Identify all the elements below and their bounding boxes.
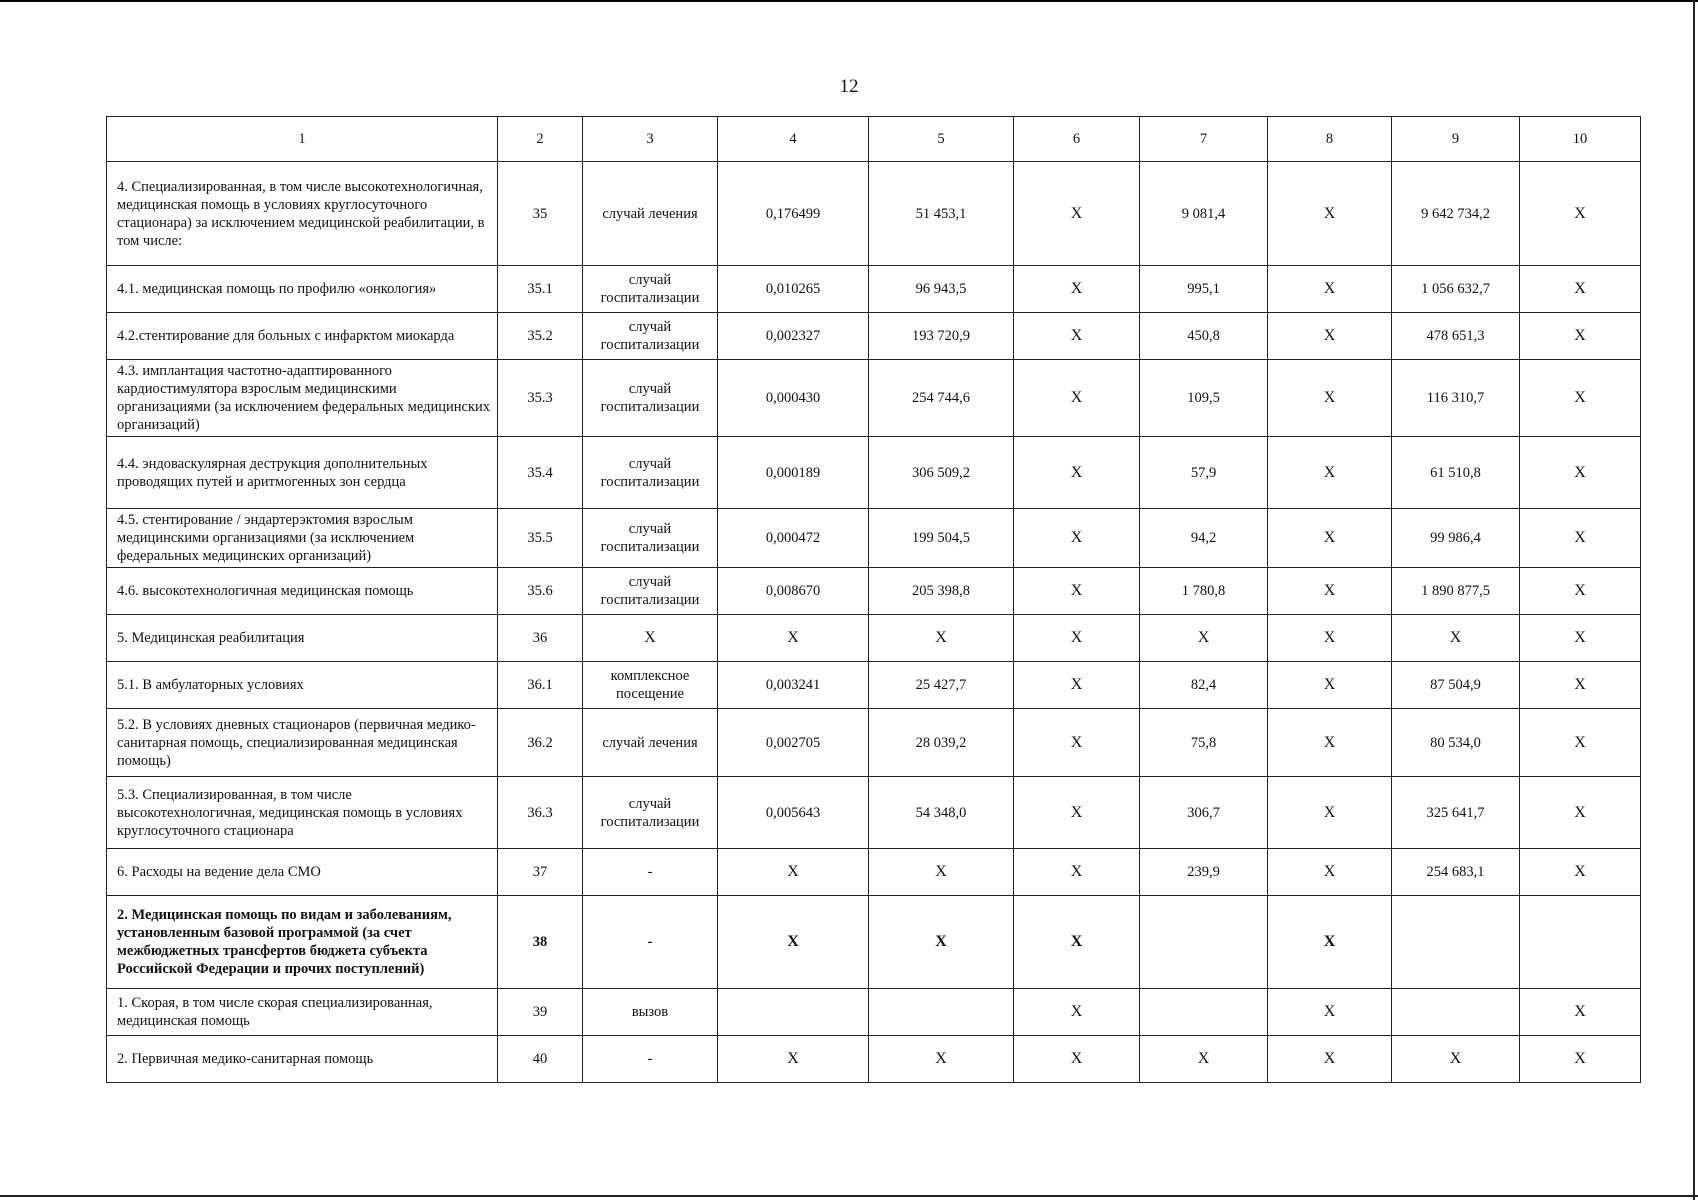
cell-col5 [869,989,1014,1036]
column-header: 1 [107,117,498,162]
cell-col6: X [1014,313,1140,360]
row-name: 5.2. В условиях дневных стационаров (первичная медико-санитарная помощь, специализированная медицинская помощь) [107,709,498,777]
table-row [107,849,1641,896]
row-number: 36.3 [498,777,583,849]
table-row [107,360,1641,437]
cell-col8: X [1268,509,1392,568]
cell-col5: 205 398,8 [869,568,1014,615]
table-row [107,266,1641,313]
cell-col9: X [1392,1036,1520,1083]
table-row [107,615,1641,662]
column-header: 5 [869,117,1014,162]
column-header: 8 [1268,117,1392,162]
row-unit: случай госпитализации [583,777,718,849]
cell-col4: 0,002705 [718,709,869,777]
cell-col5: 193 720,9 [869,313,1014,360]
row-number: 35.5 [498,509,583,568]
cell-col10: X [1520,162,1641,266]
column-header: 7 [1140,117,1268,162]
row-name: 4.4. эндоваскулярная деструкция дополнительных проводящих путей и аритмогенных зон сердца [107,437,498,509]
cell-col7: X [1140,615,1268,662]
table-row [107,568,1641,615]
cell-col6: X [1014,1036,1140,1083]
cell-col7: 57,9 [1140,437,1268,509]
cell-col5: X [869,1036,1014,1083]
cell-col6: X [1014,266,1140,313]
cell-col10: X [1520,313,1641,360]
cell-col6: X [1014,662,1140,709]
cell-col9 [1392,896,1520,989]
cell-col8: X [1268,1036,1392,1083]
cell-col4: X [718,896,869,989]
cell-col7: 75,8 [1140,709,1268,777]
table-row [107,662,1641,709]
cell-col9: 80 534,0 [1392,709,1520,777]
page-bottom-border [0,1195,1698,1197]
cell-col8: X [1268,266,1392,313]
cell-col7: X [1140,1036,1268,1083]
row-name: 4.5. стентирование / эндартерэктомия взрослым медицинскими организациями (за исключением федеральных медицинских организаций) [107,509,498,568]
cell-col5: 25 427,7 [869,662,1014,709]
row-name: 6. Расходы на ведение дела СМО [107,849,498,896]
cell-col7: 450,8 [1140,313,1268,360]
cell-col8: X [1268,662,1392,709]
cell-col5: 199 504,5 [869,509,1014,568]
row-unit: X [583,615,718,662]
column-header: 2 [498,117,583,162]
cell-col9: 1 890 877,5 [1392,568,1520,615]
cell-col9: 116 310,7 [1392,360,1520,437]
row-unit: случай госпитализации [583,313,718,360]
cell-col4: 0,176499 [718,162,869,266]
cell-col6: X [1014,709,1140,777]
cell-col9: 254 683,1 [1392,849,1520,896]
cell-col5: X [869,849,1014,896]
cell-col6: X [1014,989,1140,1036]
row-unit: комплексное посещение [583,662,718,709]
table-row [107,1036,1641,1083]
row-number: 37 [498,849,583,896]
cell-col6: X [1014,568,1140,615]
cell-col4: X [718,1036,869,1083]
cell-col6: X [1014,896,1140,989]
cell-col7: 995,1 [1140,266,1268,313]
page-top-border [0,0,1698,2]
row-number: 36 [498,615,583,662]
row-unit: - [583,849,718,896]
cell-col5: 51 453,1 [869,162,1014,266]
cell-col9: 87 504,9 [1392,662,1520,709]
row-number: 36.2 [498,709,583,777]
cell-col8: X [1268,615,1392,662]
row-name: 4. Специализированная, в том числе высокотехнологичная, медицинская помощь в условиях круглосуточного стационара) за исключением медицинской реабилитации, в том числе: [107,162,498,266]
data-table [106,116,1641,1083]
row-number: 40 [498,1036,583,1083]
row-number: 35 [498,162,583,266]
row-unit: случай госпитализации [583,266,718,313]
column-header: 3 [583,117,718,162]
cell-col7: 82,4 [1140,662,1268,709]
cell-col7: 239,9 [1140,849,1268,896]
cell-col10: X [1520,777,1641,849]
row-name: 1. Скорая, в том числе скорая специализированная, медицинская помощь [107,989,498,1036]
column-header: 6 [1014,117,1140,162]
cell-col10: X [1520,568,1641,615]
cell-col4: 0,002327 [718,313,869,360]
cell-col10: X [1520,615,1641,662]
cell-col10 [1520,896,1641,989]
cell-col5: 254 744,6 [869,360,1014,437]
table-row [107,709,1641,777]
row-unit: случай госпитализации [583,437,718,509]
cell-col9: 1 056 632,7 [1392,266,1520,313]
row-name: 4.2.стентирование для больных с инфарктом миокарда [107,313,498,360]
row-unit: случай госпитализации [583,509,718,568]
table-row [107,509,1641,568]
cell-col8: X [1268,360,1392,437]
row-unit: случай лечения [583,162,718,266]
cell-col9: 325 641,7 [1392,777,1520,849]
cell-col7: 306,7 [1140,777,1268,849]
row-unit: случай госпитализации [583,568,718,615]
row-name: 4.3. имплантация частотно-адаптированного кардиостимулятора взрослым медицинскими организациями (за исключением федеральных медицинских организаций) [107,360,498,437]
table-header-row [107,117,1641,162]
row-unit: - [583,1036,718,1083]
cell-col5: 28 039,2 [869,709,1014,777]
cell-col8: X [1268,162,1392,266]
cell-col4: 0,005643 [718,777,869,849]
cell-col7 [1140,896,1268,989]
cell-col8: X [1268,568,1392,615]
row-unit: - [583,896,718,989]
cell-col10: X [1520,437,1641,509]
cell-col8: X [1268,777,1392,849]
cell-col4: 0,000472 [718,509,869,568]
row-number: 35.6 [498,568,583,615]
row-unit: вызов [583,989,718,1036]
row-number: 35.2 [498,313,583,360]
table-row [107,162,1641,266]
cell-col8: X [1268,313,1392,360]
cell-col10: X [1520,849,1641,896]
cell-col5: X [869,615,1014,662]
cell-col7: 9 081,4 [1140,162,1268,266]
cell-col10: X [1520,662,1641,709]
cell-col9: 61 510,8 [1392,437,1520,509]
table-row [107,777,1641,849]
cell-col4: X [718,849,869,896]
cell-col5: 96 943,5 [869,266,1014,313]
row-unit: случай госпитализации [583,360,718,437]
cell-col9: 478 651,3 [1392,313,1520,360]
cell-col4: 0,000189 [718,437,869,509]
cell-col7: 94,2 [1140,509,1268,568]
page-number: 12 [839,76,859,97]
row-unit: случай лечения [583,709,718,777]
row-name: 5.3. Специализированная, в том числе высокотехнологичная, медицинская помощь в условиях круглосуточного стационара [107,777,498,849]
cell-col4: 0,000430 [718,360,869,437]
cell-col4: 0,003241 [718,662,869,709]
table-row [107,989,1641,1036]
cell-col5: 306 509,2 [869,437,1014,509]
table-row [107,313,1641,360]
cell-col8: X [1268,849,1392,896]
cell-col6: X [1014,615,1140,662]
cell-col10: X [1520,989,1641,1036]
table-row [107,437,1641,509]
cell-col4: 0,010265 [718,266,869,313]
cell-col10: X [1520,266,1641,313]
page-right-border [1693,0,1695,1200]
cell-col6: X [1014,777,1140,849]
cell-col4: 0,008670 [718,568,869,615]
row-number: 39 [498,989,583,1036]
cell-col6: X [1014,509,1140,568]
cell-col4: X [718,615,869,662]
cell-col7: 109,5 [1140,360,1268,437]
cell-col8: X [1268,709,1392,777]
cell-col6: X [1014,437,1140,509]
cell-col9: X [1392,615,1520,662]
column-header: 9 [1392,117,1520,162]
row-name: 2. Медицинская помощь по видам и заболеваниям, установленным базовой программой (за счет межбюджетных трансфертов бюджета субъекта Российской Федерации и прочих поступлений) [107,896,498,989]
cell-col10: X [1520,509,1641,568]
cell-col7: 1 780,8 [1140,568,1268,615]
cell-col6: X [1014,849,1140,896]
cell-col6: X [1014,162,1140,266]
cell-col5: 54 348,0 [869,777,1014,849]
cell-col10: X [1520,1036,1641,1083]
row-number: 35.1 [498,266,583,313]
cell-col7 [1140,989,1268,1036]
cell-col10: X [1520,709,1641,777]
table-row [107,896,1641,989]
cell-col8: X [1268,437,1392,509]
row-number: 35.3 [498,360,583,437]
row-number: 35.4 [498,437,583,509]
cell-col9 [1392,989,1520,1036]
cell-col8: X [1268,896,1392,989]
row-name: 5.1. В амбулаторных условиях [107,662,498,709]
row-name: 2. Первичная медико-санитарная помощь [107,1036,498,1083]
row-number: 38 [498,896,583,989]
column-header: 10 [1520,117,1641,162]
cell-col6: X [1014,360,1140,437]
cell-col9: 99 986,4 [1392,509,1520,568]
cell-col4 [718,989,869,1036]
cell-col9: 9 642 734,2 [1392,162,1520,266]
row-name: 4.1. медицинская помощь по профилю «онкология» [107,266,498,313]
row-name: 5. Медицинская реабилитация [107,615,498,662]
row-number: 36.1 [498,662,583,709]
column-header: 4 [718,117,869,162]
cell-col5: X [869,896,1014,989]
row-name: 4.6. высокотехнологичная медицинская помощь [107,568,498,615]
cell-col10: X [1520,360,1641,437]
cell-col8: X [1268,989,1392,1036]
